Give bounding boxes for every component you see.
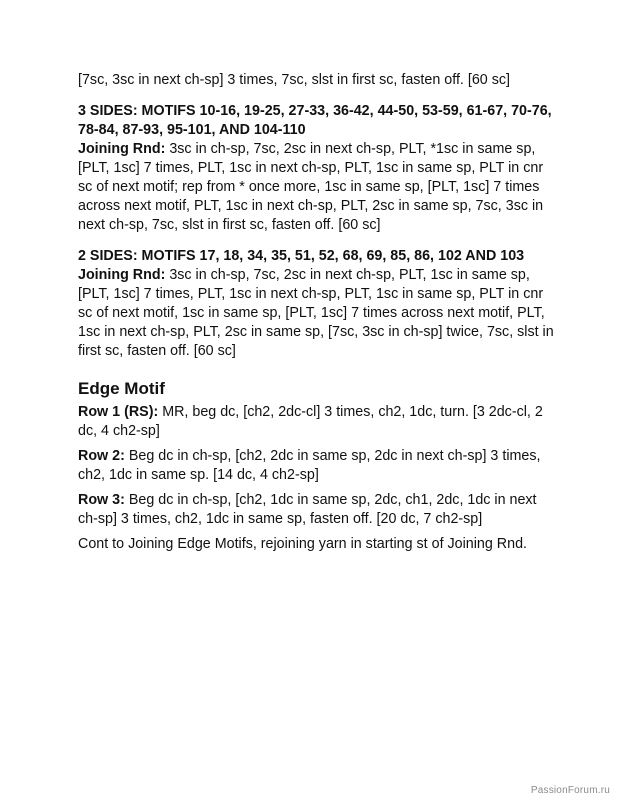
row-text: Beg dc in ch-sp, [ch2, 1dc in same sp, 2dc, ch1, 2dc, 1dc in next ch-sp] 3 times, ch2, 1dc in same sp, fasten off. [20 dc, 7 ch2-sp] [78, 492, 537, 527]
spacer [78, 235, 558, 247]
two-sides-heading: 2 SIDES: MOTIFS 17, 18, 34, 35, 51, 52, 68, 69, 85, 86, 102 AND 103 [78, 248, 525, 264]
row-label: Row 3: [78, 492, 125, 508]
row-label: Row 2: [78, 448, 125, 464]
edge-motif-row-2 [78, 447, 558, 485]
row-text: MR, beg dc, [ch2, 2dc-cl] 3 times, ch2, 1dc, turn. [3 2dc-cl, 2 dc, 4 ch2-sp] [78, 404, 543, 439]
edge-motif-title: Edge Motif [78, 379, 165, 398]
edge-motif-row-1 [78, 403, 558, 441]
row-label: Row 1 (RS): [78, 404, 159, 420]
joining-round-text: 3sc in ch-sp, 7sc, 2sc in next ch-sp, PLT, *1sc in same sp, [PLT, 1sc] 7 times, PLT, 1sc in next ch-sp, PLT, 1sc in same sp, PLT in cnr sc of next motif; rep from * once more, 1sc in same sp, [PLT, 1sc] 7 times across next motif, PLT, 1sc in next ch-sp, PLT, 2sc in same sp, 7sc, 3sc in next ch-sp, 7sc, slst in first sc, fasten off. [60 sc] [78, 141, 544, 233]
joining-round-label: Joining Rnd: [78, 141, 166, 157]
edge-motif-closing: Cont to Joining Edge Motifs, rejoining yarn in starting st of Joining Rnd. [78, 536, 528, 552]
three-sides-joining-round [78, 140, 558, 235]
three-sides-heading: 3 SIDES: MOTIFS 10-16, 19-25, 27-33, 36-42, 44-50, 53-59, 61-67, 70-76, 78-84, 87-93, 95-101, AND 104-110 [78, 103, 552, 138]
pattern-page [78, 71, 558, 554]
spacer [78, 90, 558, 102]
watermark: PassionForum.ru [530, 785, 610, 796]
intro-line: [7sc, 3sc in next ch-sp] 3 times, 7sc, slst in first sc, fasten off. [60 sc] [78, 72, 510, 88]
two-sides-joining-round [78, 266, 558, 361]
edge-motif-row-3 [78, 491, 558, 529]
joining-round-text: 3sc in ch-sp, 7sc, 2sc in next ch-sp, PLT, 1sc in same sp, [PLT, 1sc] 7 times, PLT, 1sc in next ch-sp, PLT, 1sc in same sp, PLT in cnr sc of next motif, 1sc in same sp, [PLT, 1sc] 7 times across next motif, PLT, 1sc in next ch-sp, PLT, 2sc in same sp, [7sc, 3sc in ch-sp] twice, 7sc, slst in first sc, fasten off. [60 sc] [78, 267, 554, 359]
row-text: Beg dc in ch-sp, [ch2, 2dc in same sp, 2dc in next ch-sp] 3 times, ch2, 1dc in same sp. [14 dc, 4 ch2-sp] [78, 448, 541, 483]
spacer [78, 361, 558, 378]
joining-round-label: Joining Rnd: [78, 267, 166, 283]
